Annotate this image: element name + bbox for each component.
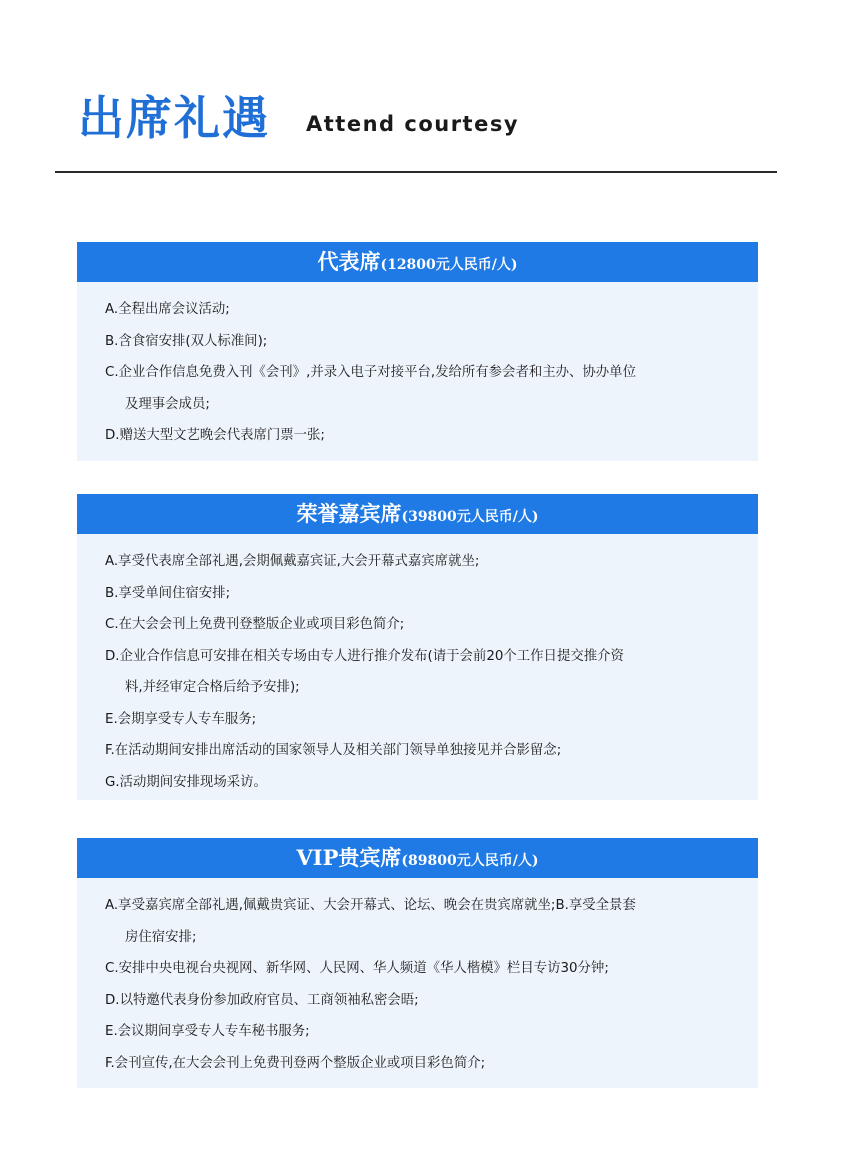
list-item: B.含食宿安排(双人标准间);	[105, 333, 268, 349]
list-item: C.企业合作信息免费入刊《会刊》,并录入电子对接平台,发给所有参会者和主办、协办单位	[105, 365, 636, 380]
section-price: (89800元人民币/人)	[401, 853, 539, 869]
list-item: 料,并经审定合格后给予安排);	[125, 680, 300, 695]
header-divider	[55, 171, 777, 173]
section-honored-guest-seat	[77, 494, 758, 800]
list-item: E.会议期间享受专人专车秘书服务;	[105, 1024, 310, 1039]
list-item: A.全程出席会议活动;	[105, 302, 230, 317]
list-item: F.会刊宣传,在大会会刊上免费刊登两个整版企业或项目彩色简介;	[105, 1055, 486, 1071]
list-item: A.享受嘉宾席全部礼遇,佩戴贵宾证、大会开幕式、论坛、晚会在贵宾席就坐;B.享受全景套	[105, 898, 636, 913]
list-item: F.在活动期间安排出席活动的国家领导人及相关部门领导单独接见并合影留念;	[105, 743, 562, 758]
list-item: C.在大会会刊上免费刊登整版企业或项目彩色简介;	[105, 617, 405, 632]
list-item: 房住宿安排;	[125, 929, 197, 945]
list-item: A.享受代表席全部礼遇,会期佩戴嘉宾证,大会开幕式嘉宾席就坐;	[105, 554, 480, 569]
section-header	[77, 494, 758, 534]
list-item: 及理事会成员;	[125, 396, 210, 412]
list-item: G.活动期间安排现场采访。	[105, 774, 267, 790]
section-header	[77, 838, 758, 878]
list-item: C.安排中央电视台央视网、新华网、人民网、华人频道《华人楷模》栏目专访30分钟;	[105, 961, 609, 976]
list-item: D.企业合作信息可安排在相关专场由专人进行推介发布(请于会前20个工作日提交推介资	[105, 648, 624, 664]
section-vip-seat	[77, 838, 758, 1088]
list-item: D.以特邀代表身份参加政府官员、工商领袖私密会晤;	[105, 992, 419, 1008]
list-item: E.会期享受专人专车服务;	[105, 711, 257, 727]
section-header	[77, 242, 758, 282]
section-body	[77, 534, 758, 806]
section-body	[77, 878, 758, 1087]
section-body	[77, 282, 758, 460]
section-name: 代表席	[317, 249, 381, 274]
page-header	[78, 88, 778, 148]
section-name: 荣誉嘉宾席	[296, 501, 402, 526]
page-subtitle: Attend courtesy	[306, 112, 520, 136]
list-item: B.享受单间住宿安排;	[105, 585, 231, 601]
list-item: D.赠送大型文艺晚会代表席门票一张;	[105, 428, 325, 443]
section-name: VIP贵宾席	[296, 845, 402, 870]
section-delegate-seat	[77, 242, 758, 461]
page-title: 出席礼遇	[78, 91, 270, 145]
section-price: (12800元人民币/人)	[380, 257, 518, 273]
section-price: (39800元人民币/人)	[401, 509, 539, 525]
